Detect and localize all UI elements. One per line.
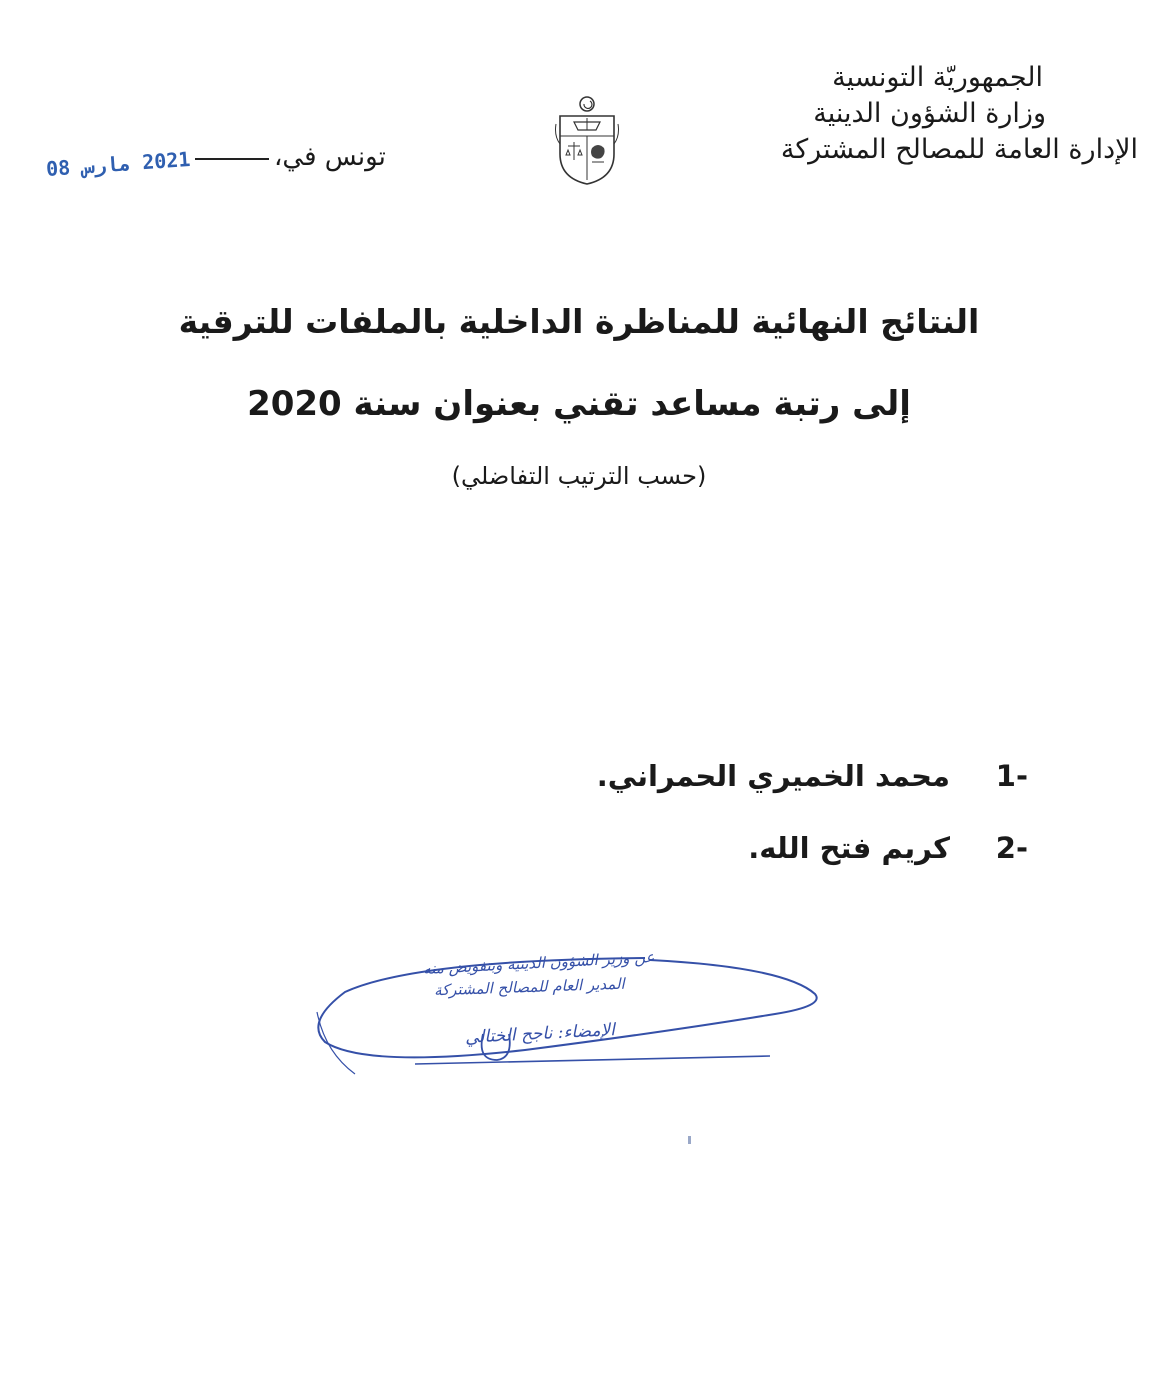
result-name: محمد الخميري الحمراني. bbox=[596, 759, 950, 793]
tunisia-coat-of-arms-icon bbox=[554, 94, 620, 186]
date-underline bbox=[195, 158, 269, 160]
signature-stamp bbox=[305, 942, 825, 1092]
scan-mark bbox=[688, 1136, 691, 1144]
list-item bbox=[528, 740, 1028, 812]
letterhead-department: الإدارة العامة للمصالح المشتركة bbox=[780, 134, 1138, 165]
date-stamp: 2021 مارس 08 bbox=[45, 146, 192, 182]
signature-line-3: الإمضاء: ناجح الختالي bbox=[464, 1020, 616, 1048]
letterhead-ministry: وزارة الشؤون الدينية bbox=[813, 98, 1046, 129]
results-list bbox=[528, 740, 1028, 884]
title-line-3: (حسب الترتيب التفاضلي) bbox=[451, 462, 707, 490]
signature-line-2: المدير العام للمصالح المشتركة bbox=[434, 974, 626, 1000]
result-name: كريم فتح الله. bbox=[748, 831, 950, 865]
title-line-1: النتائج النهائية للمناظرة الداخلية بالملفات للترقية bbox=[178, 302, 980, 341]
letterhead-republic: الجمهوريّة التونسية bbox=[832, 62, 1043, 93]
list-item bbox=[528, 812, 1028, 884]
result-number: 1- bbox=[995, 759, 1028, 793]
letterhead bbox=[718, 60, 1138, 168]
date-block bbox=[40, 140, 386, 190]
result-number: 2- bbox=[995, 831, 1028, 865]
date-label: تونس في، bbox=[274, 142, 386, 172]
title-line-2: إلى رتبة مساعد تقني بعنوان سنة 2020 bbox=[247, 384, 911, 424]
signature-line-1: عن وزير الشؤون الدينية وبتفويض منه bbox=[423, 947, 656, 979]
